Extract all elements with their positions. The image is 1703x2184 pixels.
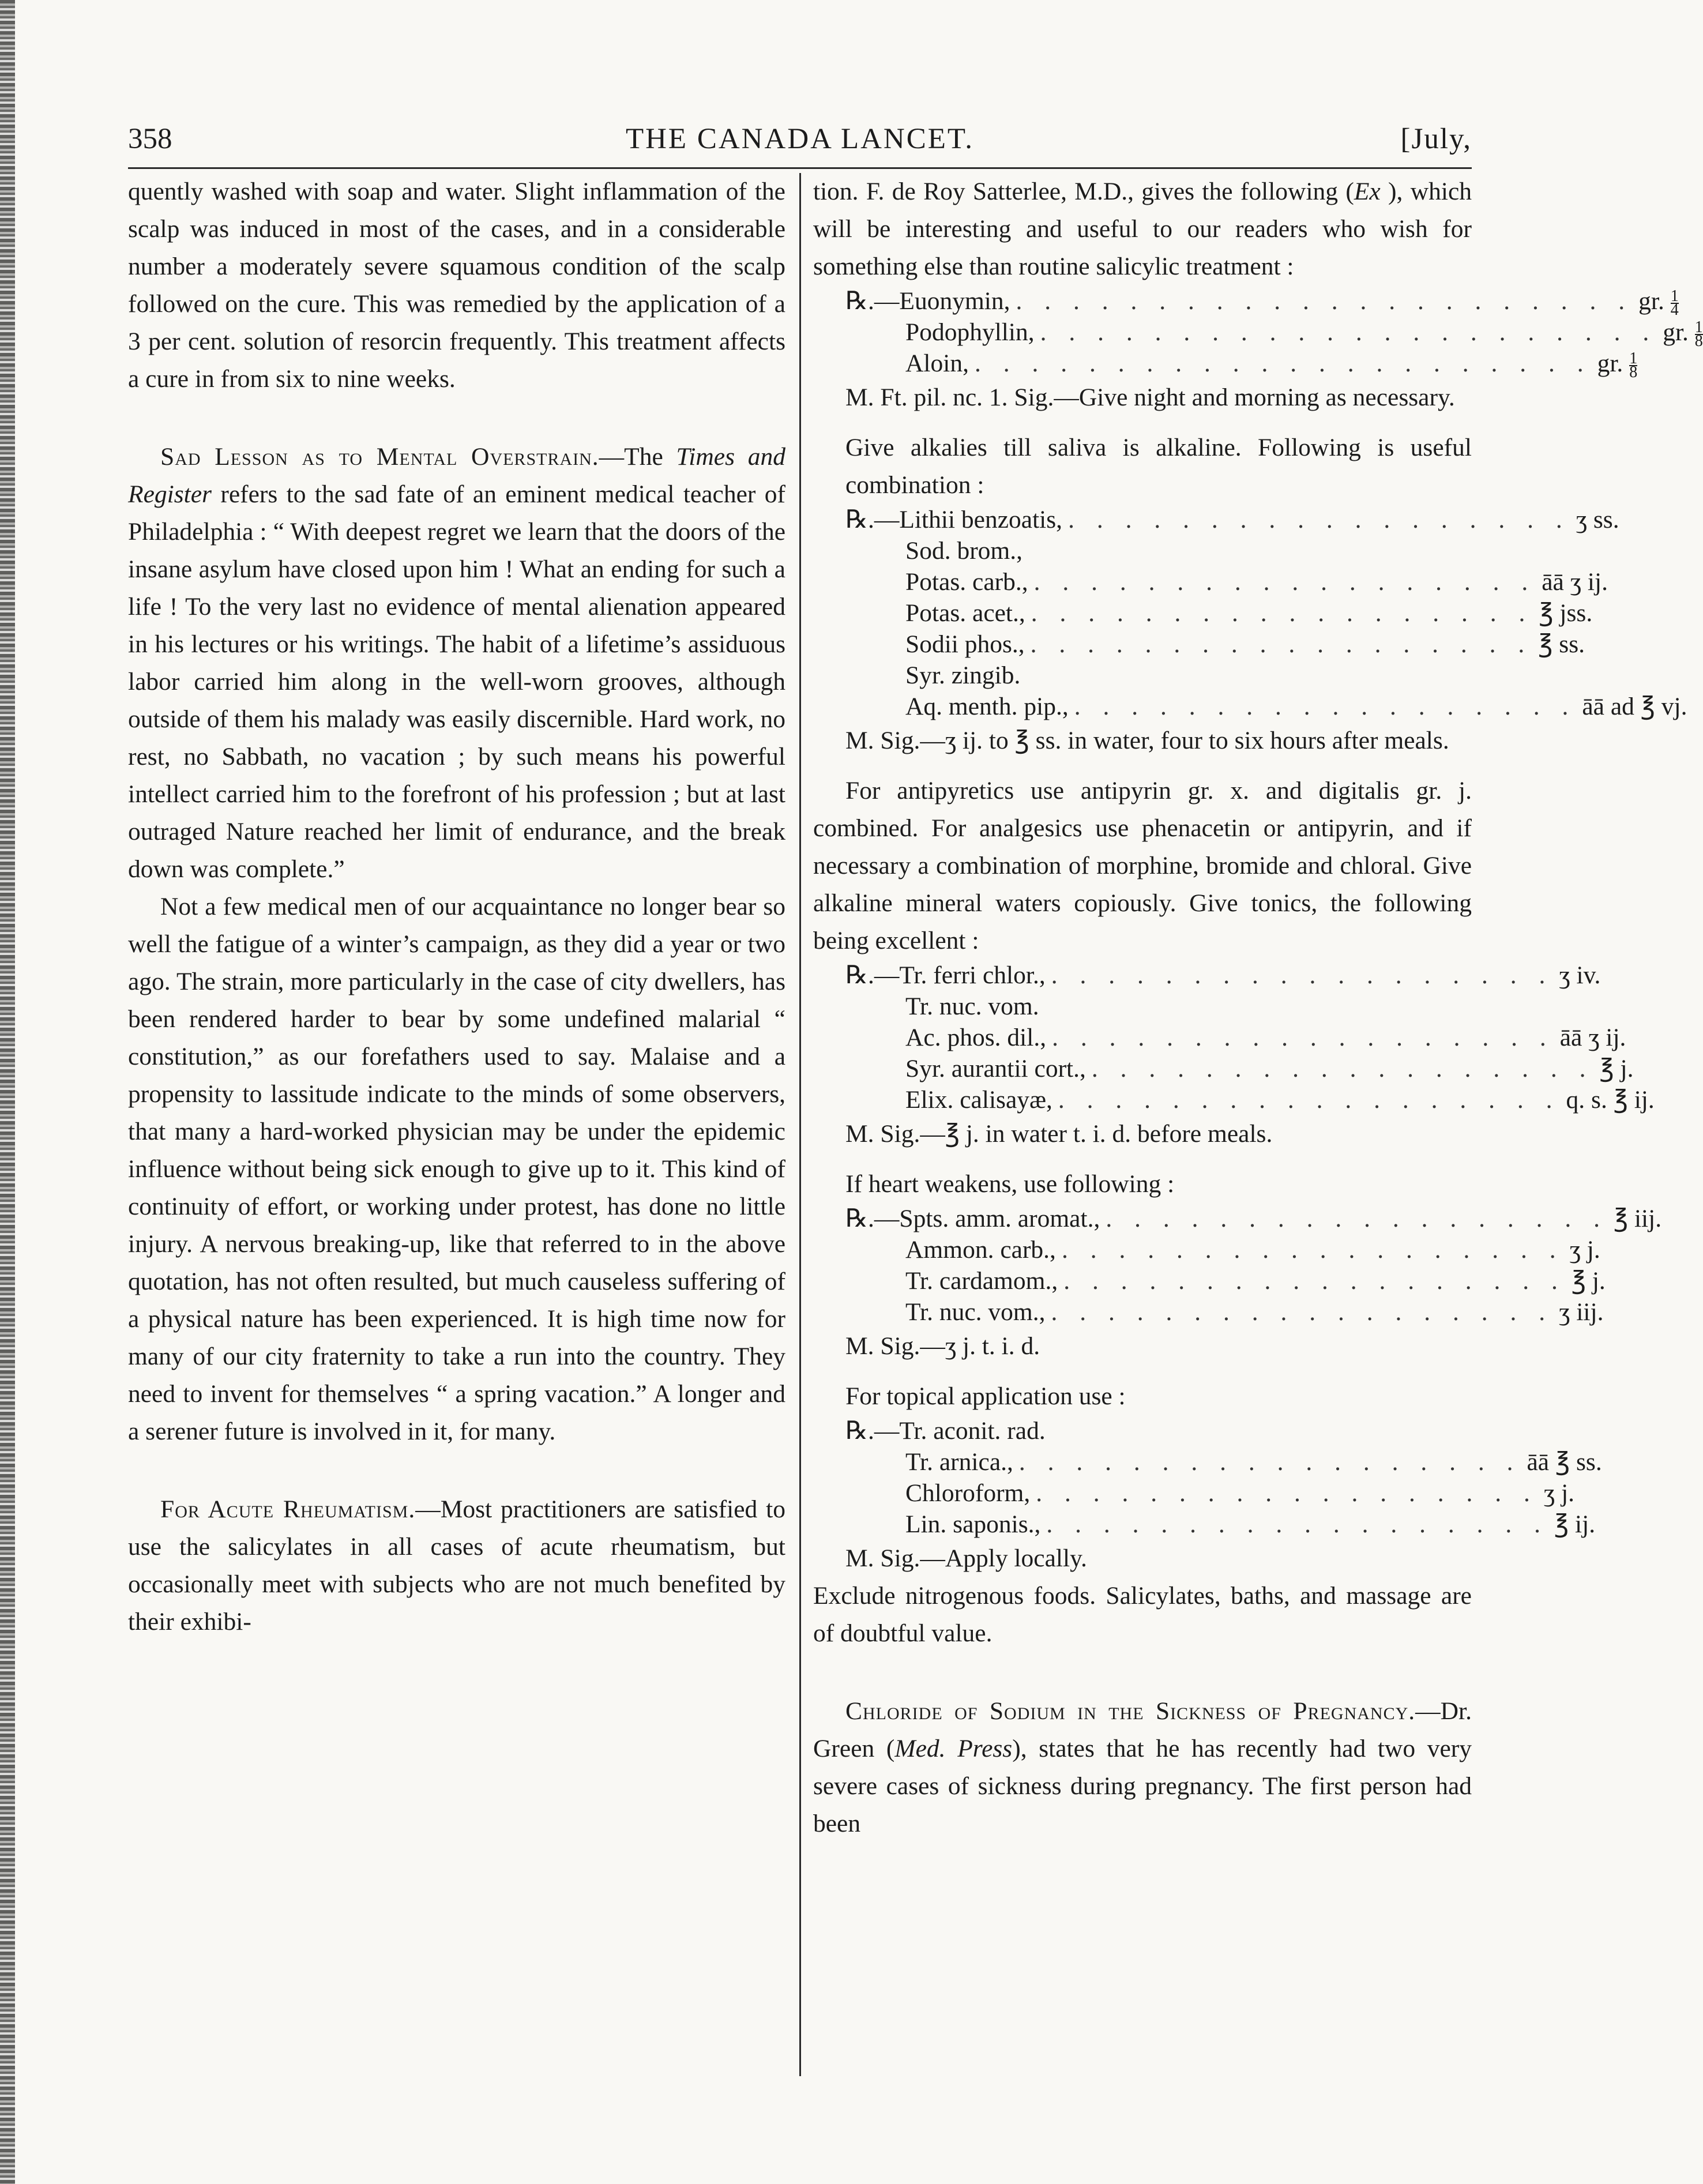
dose: ʒ ss.: [1576, 506, 1619, 533]
ingredient: Ammon. carb.,: [905, 1236, 1056, 1264]
dose-unit: gr.: [1597, 349, 1630, 377]
paragraph-scalp-treatment: quently washed with soap and water. Slight inflammation of the scalp was induced in most of the cases, and in a considerable number a moderately severe squamous condition of the scalp followed on the cure. This was remedied by the application of a 3 per cent. solution of resorcin frequently. This treatment affects a cure in from six to nine weeks.: [128, 178, 785, 393]
prescription-line: [813, 535, 1472, 566]
dose-unit: gr.: [1663, 318, 1695, 346]
sig-instruction: M. Sig.—ʒ ij. to ℥ ss. in water, four to six hours after meals.: [845, 727, 1449, 754]
header-rule: [128, 167, 1472, 169]
ingredient: Podophyllin,: [905, 318, 1035, 346]
issue-month: [July,: [1400, 123, 1472, 155]
page-number: 358: [128, 123, 172, 155]
numerator: 1: [1694, 318, 1703, 337]
left-column: [128, 173, 785, 1641]
prescription-line: Aq. menth. pip., . . . . . . . . . . . . . . . . . . āā ad ℥ vj.: [813, 691, 1472, 722]
ingredient: Tr. nuc. vom.: [905, 993, 1039, 1020]
dose: [1597, 348, 1638, 382]
fraction: [1694, 318, 1703, 351]
prescription-line: Aloin, . . . . . . . . . . . . . . . . . . . . . . gr. $\frac{1}{8}$: [813, 348, 1472, 379]
fraction: [1629, 349, 1638, 382]
prescription-1: [813, 285, 1703, 382]
dose: ℥ j.: [1599, 1055, 1634, 1082]
prescription-2: [813, 504, 1687, 722]
paragraph-heart: If heart weakens, use following :: [845, 1170, 1175, 1198]
prescription-line: ℞.—Spts. amm. aromat., . . . . . . . . . . . . . . . . . . ℥ iij.: [813, 1203, 1472, 1234]
text-run: —Dr. Green (: [813, 1697, 1472, 1762]
fraction: [1670, 287, 1679, 319]
ingredient: ℞.—Tr. ferri chlor.,: [845, 961, 1046, 989]
dose: ʒ iv.: [1559, 961, 1601, 989]
dose: [1663, 317, 1703, 351]
ingredient: Tr. cardamom.,: [905, 1267, 1058, 1295]
dose: ℥ iij.: [1613, 1205, 1662, 1232]
source-citation: Times and Register: [128, 443, 785, 508]
dose: āā ʒ ij.: [1559, 1024, 1626, 1051]
prescription-line: ℞.—Lithii benzoatis, . . . . . . . . . . . . . . . . . . ʒ ss.: [813, 504, 1472, 535]
prescription-line: Tr. arnica., . . . . . . . . . . . . . . . . . . āā ℥ ss.: [813, 1446, 1472, 1478]
numerator: 1: [1670, 287, 1679, 306]
denominator: 8: [1694, 332, 1703, 351]
prescription-line: Sodii phos., . . . . . . . . . . . . . . . . . . ℥ ss.: [813, 629, 1472, 660]
prescription-line: [813, 1415, 1472, 1446]
denominator: 8: [1629, 363, 1638, 382]
prescription-line: Chloroform, . . . . . . . . . . . . . . . . . . ʒ j.: [813, 1478, 1472, 1509]
text-run: ), states that he has recently had two very severe cases of sickness during pregnancy. The first person had been: [813, 1735, 1472, 1837]
dose: [1638, 285, 1679, 317]
prescription-line: Tr. nuc. vom., . . . . . . . . . . . . . . . . . . ʒ iij.: [813, 1296, 1472, 1328]
prescription-5: [813, 1415, 1602, 1540]
numerator: 1: [1629, 349, 1638, 368]
prescription-line: Syr. aurantii cort., . . . . . . . . . . . . . . . . . . ℥ j.: [813, 1053, 1472, 1084]
ingredient: ℞.—Tr. aconit. rad.: [845, 1417, 1046, 1445]
source-citation: Ex: [1354, 178, 1381, 205]
dose: āā ad ℥ vj.: [1582, 693, 1687, 720]
article-text: —Most practitioners are satisfied to use the salicylates in all cases of acute rheumatism, but occasionally meet with subjects who are not much benefited by their exhibi-: [128, 1495, 785, 1636]
prescription-3: [813, 960, 1655, 1115]
ingredient: Syr. aurantii cort.,: [905, 1055, 1086, 1082]
prescription-line: ℞.—Tr. ferri chlor., . . . . . . . . . . . . . . . . . . ʒ iv.: [813, 960, 1472, 991]
ingredient: Lin. saponis.,: [905, 1510, 1041, 1538]
prescription-line: Ac. phos. dil., . . . . . . . . . . . . . . . . . . āā ʒ ij.: [813, 1022, 1472, 1053]
sig-instruction: M. Sig.—Apply locally.: [845, 1544, 1087, 1572]
article-heading: Chloride of Sodium in the Sickness of Pregnancy.: [845, 1697, 1416, 1725]
ingredient: Aloin,: [905, 349, 969, 377]
journal-title: THE CANADA LANCET.: [625, 123, 975, 155]
heading-dash: —The: [599, 443, 676, 471]
column-rule: [799, 173, 801, 2076]
dose: ℥ ij.: [1554, 1510, 1596, 1538]
sig-instruction: M. Sig.—ʒ j. t. i. d.: [845, 1332, 1040, 1360]
dose: ℥ j.: [1571, 1267, 1606, 1295]
dose: ʒ j.: [1569, 1236, 1600, 1264]
sig-instruction: M. Sig.—℥ j. in water t. i. d. before meals.: [845, 1120, 1273, 1148]
running-header: [128, 122, 1472, 168]
prescription-line: ℞.—Euonymin, . . . . . . . . . . . . . . . . . . . . . . gr. $\frac{1}{4}$: [813, 285, 1472, 317]
right-column: [813, 173, 1703, 1843]
prescription-line: [813, 660, 1472, 691]
dose: āā ʒ ij.: [1542, 568, 1608, 596]
text-run: ), which will be interesting and useful to our readers who wish for something else than routine salicylic treatment :: [813, 178, 1472, 280]
article-text: refers to the sad fate of an eminent medical teacher of Philadelphia : “ With deepest regret we learn that the doors of the insane asylum have closed upon him ! What an ending for such a life ! To the very last no evidence of mental alienation appeared in his lectures or his writings. The habit of a lifetime’s assiduous labor carried him along in the well-worn grooves, although outside of them his malady was easily discernible. Hard work, no rest, no Sabbath, no vacation ; by such means his powerful intellect carried him to the forefront of his profession ; but at last outraged Nature reached her limit of endurance, and the break down was complete.”: [128, 480, 785, 883]
prescription-line: Podophyllin, . . . . . . . . . . . . . . . . . . . . . . gr. $\frac{1}{8}$: [813, 317, 1472, 348]
ingredient: Tr. nuc. vom.,: [905, 1298, 1046, 1326]
text-run: tion. F. de Roy Satterlee, M.D., gives the following (: [813, 178, 1354, 205]
article-chloride-of-sodium: [813, 1693, 1472, 1843]
prescription-line: Elix. calisayæ, . . . . . . . . . . . . . . . . . . q. s. ℥ ij.: [813, 1084, 1472, 1115]
dose: ℥ ss.: [1538, 630, 1585, 658]
ingredient: Potas. acet.,: [905, 599, 1025, 627]
ingredient: Sodii phos.,: [905, 630, 1025, 658]
ingredient: Ac. phos. dil.,: [905, 1024, 1047, 1051]
paragraph-antipyretics: For antipyretics use antipyrin gr. x. and digitalis gr. j. combined. For analgesics use phenacetin or antipyrin, and if necessary a combination of morphine, bromide and chloral. Give alkaline mineral waters copiously. Give tonics, the following being excellent :: [813, 777, 1472, 954]
denominator: 4: [1670, 301, 1679, 319]
prescription-line: Ammon. carb., . . . . . . . . . . . . . . . . . . ʒ j.: [813, 1234, 1472, 1265]
dose: q. s. ℥ ij.: [1566, 1086, 1655, 1114]
ingredient: Tr. arnica.,: [905, 1448, 1013, 1476]
prescription-line: Tr. cardamom., . . . . . . . . . . . . . . . . . . ℥ j.: [813, 1265, 1472, 1296]
dose: ℥ jss.: [1539, 599, 1593, 627]
dose: ʒ j.: [1543, 1479, 1575, 1507]
sig-instruction: M. Ft. pil. nc. 1. Sig.—Give night and morning as necessary.: [845, 384, 1455, 411]
dose: ʒ iij.: [1559, 1298, 1604, 1326]
ingredient: Aq. menth. pip.,: [905, 693, 1069, 720]
article-mental-overstrain: [128, 438, 785, 888]
article-acute-rheumatism: [128, 1491, 785, 1641]
paragraph-acquaintances: Not a few medical men of our acquaintance no longer bear so well the fatigue of a winter’s campaign, as they did a year or two ago. The strain, more particularly in the case of city dwellers, has been rendered harder to bear by some undefined malarial “ constitution,” as our forefathers used to say. Malaise and a propensity to lassitude indicate to the minds of some observers, that many a hard-worked physician may be under the epidemic influence without being sick enough to give up to it. This kind of continuity of effort, or working under protest, has done no little injury. A nervous breaking-up, like that referred to in the above quotation, has not often resulted, but much causeless suffering of a physical nature has been experienced. It is high time now for many of our city fraternity to take a run into the country. They need to invent for themselves “ a spring vacation.” A longer and a serener future is involved in it, for many.: [128, 893, 785, 1445]
article-heading: Sad Lesson as to Mental Overstrain.: [160, 443, 599, 471]
paragraph-alkalies: Give alkalies till saliva is alkaline. Following is useful combination :: [845, 434, 1472, 499]
ingredient: ℞.—Lithii benzoatis,: [845, 506, 1063, 533]
ingredient: ℞.—Spts. amm. aromat.,: [845, 1205, 1100, 1232]
prescription-line: [813, 991, 1472, 1022]
ingredient: Elix. calisayæ,: [905, 1086, 1052, 1114]
paragraph-satterlee: [813, 173, 1472, 285]
paragraph-topical: For topical application use :: [845, 1382, 1126, 1410]
prescription-line: Lin. saponis., . . . . . . . . . . . . . . . . . . ℥ ij.: [813, 1509, 1472, 1540]
article-heading: For Acute Rheumatism.: [160, 1495, 416, 1523]
ingredient: Syr. zingib.: [905, 661, 1021, 689]
prescription-line: Potas. carb., . . . . . . . . . . . . . . . . . . āā ʒ ij.: [813, 566, 1472, 597]
ingredient: Potas. carb.,: [905, 568, 1028, 596]
paragraph-exclude: Exclude nitrogenous foods. Salicylates, baths, and massage are of doubtful value.: [813, 1582, 1472, 1647]
binding-edge: [0, 0, 15, 2184]
ingredient: ℞.—Euonymin,: [845, 287, 1010, 315]
source-citation: Med. Press: [894, 1735, 1013, 1762]
ingredient: Chloroform,: [905, 1479, 1031, 1507]
dose-unit: gr.: [1638, 287, 1671, 315]
prescription-line: Potas. acet., . . . . . . . . . . . . . . . . . . ℥ jss.: [813, 597, 1472, 629]
prescription-4: [813, 1203, 1662, 1328]
ingredient: Sod. brom.,: [905, 537, 1023, 565]
dose: āā ℥ ss.: [1527, 1448, 1602, 1476]
